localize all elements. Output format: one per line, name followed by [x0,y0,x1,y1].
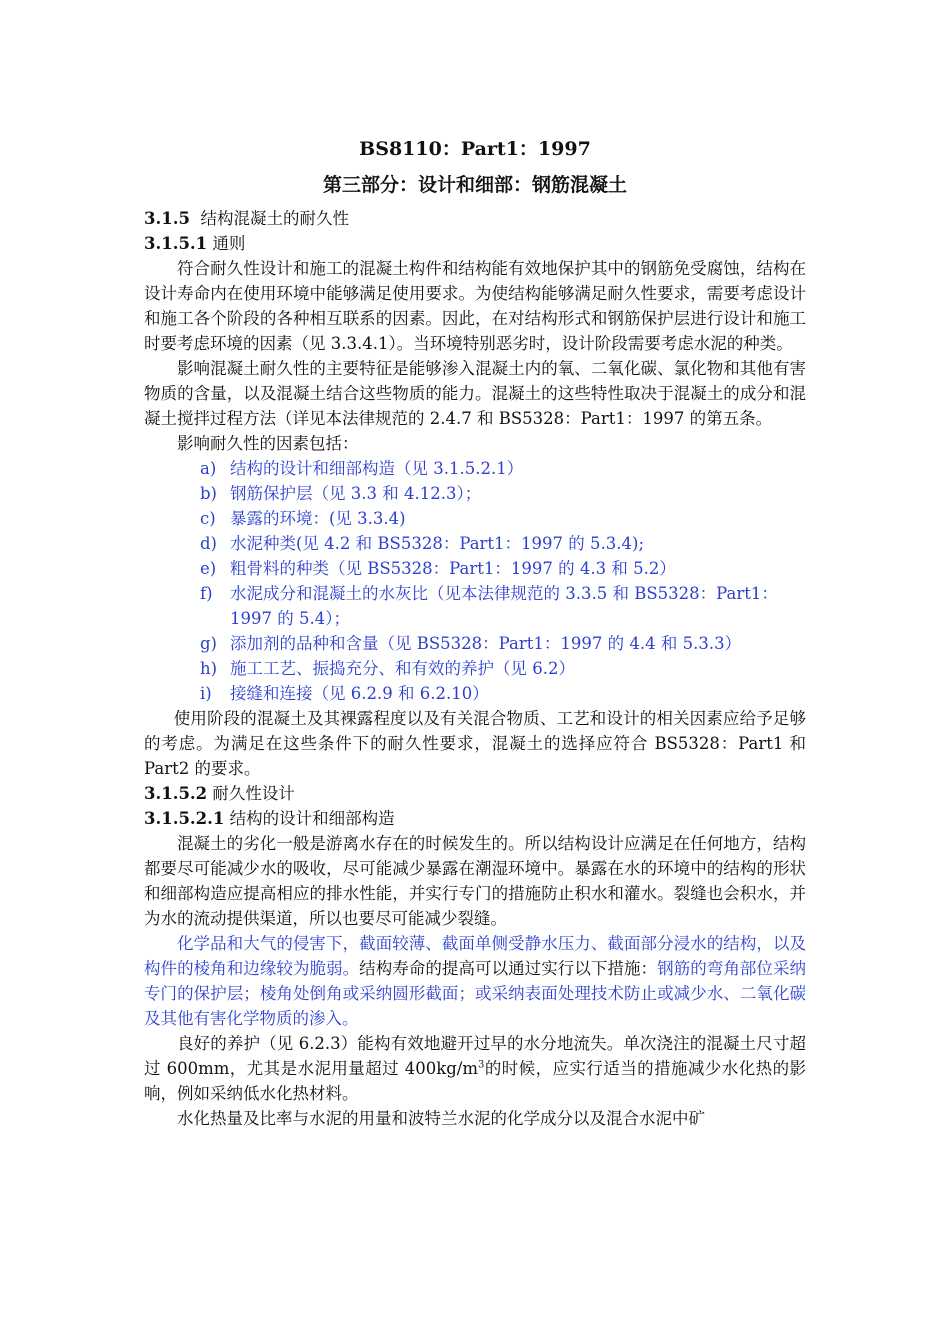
list-item [144,681,806,706]
document-title: BS8110：Part1：1997 [359,138,591,160]
list-marker: f) [200,584,213,603]
list-item [144,481,806,506]
section-number: 3.1.5.2 [144,784,208,803]
list-item-text: 粗骨料的种类（见 BS5328：Part1：1997 的 4.3 和 5.2） [230,559,676,578]
list-item [144,631,806,656]
section-heading-3-1-5-2 [144,781,806,806]
list-item-text: 暴露的环境：(见 3.3.4) [230,509,406,528]
list-item-text: 水泥种类(见 4.2 和 BS5328：Part1：1997 的 5.3.4); [230,534,645,553]
curing-text-end: 的时候，应实行适当的措施减少水化热的影响，例如采纳低水化热材料。 [144,1059,806,1103]
paragraph-service-stage: 使用阶段的混凝土及其裸露程度以及有关混合物质、工艺和设计的相关因素应给予足够的考虑。为满足在这些条件下的耐久性要求，混凝土的选择应符合 BS5328：Part1 和 Part2 的要求。 [144,709,806,778]
section-title: 耐久性设计 [212,784,295,803]
section-heading-3-1-5-2-1 [144,806,806,831]
list-marker: a) [200,459,217,478]
list-item-text: 水泥成分和混凝土的水灰比（见本法律规范的 3.3.5 和 BS5328：Part1：1997 的 5.4）； [230,584,778,628]
paragraph-general: 符合耐久性设计和施工的混凝土构件和结构能有效地保护其中的钢筋免受腐蚀，结构在设计寿命内在使用环境中能够满足使用要求。为使结构能够满足耐久性要求，需要考虑设计和施工各个阶段的各种相互联系的因素。因此，在对结构形式和钢筋保护层进行设计和施工时要考虑环境的因素（见 3.3.4.1）。当环境特别恶劣时，设计阶段需要考虑水泥的种类。 [144,259,806,353]
list-item-text: 接缝和连接（见 6.2.9 和 6.2.10） [230,684,489,703]
paragraph-durability-characteristics: 影响混凝土耐久性的主要特征是能够渗入混凝土内的氧、二氧化碳、氯化物和其他有害物质的含量，以及混凝土结合这些物质的能力。混凝土的这些特性取决于混凝土的成分和混凝土搅拌过程方法（详见本法律规范的 2.4.7 和 BS5328：Part1：1997 的第五条。 [144,359,806,428]
section-number: 3.1.5 [144,209,190,228]
section-heading-3-1-5 [144,206,806,231]
list-item-text: 施工工艺、振捣充分、和有效的养护（见 6.2） [230,659,575,678]
list-item [144,531,806,556]
list-item-text: 结构的设计和细部构造（见 3.1.5.2.1） [230,459,524,478]
section-number: 3.1.5.1 [144,234,208,253]
list-marker: b) [200,484,217,503]
list-marker: g) [200,634,217,653]
section-title: 结构混凝土的耐久性 [200,209,349,228]
paragraph-hydration-heat: 水化热量及比率与水泥的用量和波特兰水泥的化学成分以及混合水泥中矿 [177,1109,705,1128]
list-marker: e) [200,559,217,578]
section-number: 3.1.5.2.1 [144,809,225,828]
curing-text-start: 良好的养护（见 6.2.3）能构有效地避开过早的水分地流失。单次浇注的混凝土尺寸超过 600mm，尤其是水泥用量超过 400kg/m [144,1034,806,1078]
list-item [144,656,806,681]
list-marker: c) [200,509,216,528]
document-body [144,136,806,1131]
list-marker: i) [200,684,212,703]
list-item [144,506,806,531]
list-item [144,456,806,481]
section-title: 通则 [212,234,246,253]
highlighted-text: 钢筋的弯角部位采纳专门的保护层；棱角处倒角或采纳圆形截面；或采纳表面处理技术防止或减少水、二氧化碳及其他有害化学物质的渗入。 [144,959,807,1028]
paragraph-factors-intro: 影响耐久性的因素包括： [177,434,359,453]
document-subtitle: 第三部分：设计和细部：钢筋混凝土 [322,174,627,196]
highlighted-text: 化学品和大气的侵害下，截面较薄、截面单侧受静水压力、截面部分浸水的结构，以及构件的棱角和边缘较为脆弱。 [144,934,806,978]
list-marker: h) [200,659,218,678]
superscript-exponent: 3 [478,1059,485,1071]
paragraph-curing [144,1031,806,1106]
section-title: 结构的设计和细部构造 [229,809,395,828]
durability-factors-list [144,456,806,706]
list-item [144,556,806,581]
paragraph-deterioration: 混凝土的劣化一般是游离水存在的时候发生的。所以结构设计应满足在任何地方，结构都要尽可能减少水的吸收，尽可能减少暴露在潮湿环境中。暴露在水的环境中的结构的形状和细部构造应提高相应的排水性能，并实行专门的措施防止积水和灌水。裂缝也会积水，并为水的流动提供渠道，所以也要尽可能减少裂缝。 [144,834,806,928]
section-heading-3-1-5-1 [144,231,806,256]
list-item-text: 添加剂的品种和含量（见 BS5328：Part1：1997 的 4.4 和 5.3.3） [230,634,742,653]
list-item-text: 钢筋保护层（见 3.3 和 4.12.3）； [230,484,482,503]
list-marker: d) [200,534,217,553]
paragraph-chemical-attack [144,931,806,1031]
plain-text: 结构寿命的提高可以通过实行以下措施： [359,959,658,978]
list-item [144,581,806,631]
